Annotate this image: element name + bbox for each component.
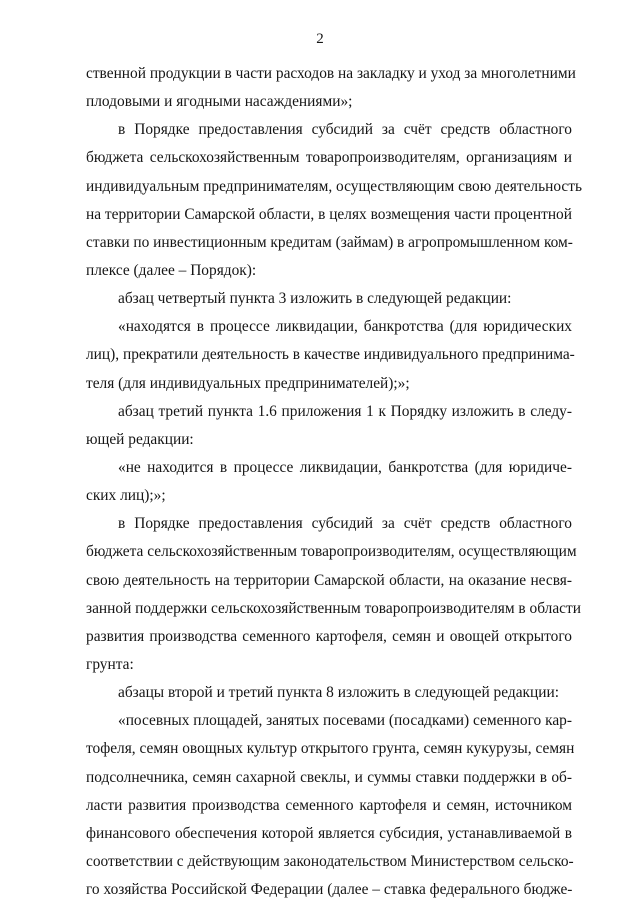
text-line: ласти развития производства семенного картофеля и семян, источником <box>86 796 572 814</box>
text-line: финансового обеспечения которой является субсидия, устанавливаемой в <box>86 824 572 842</box>
text-line: ственной продукции в части расходов на закладку и уход за многолетними <box>86 65 576 82</box>
text-line: «находятся в процессе ликвидации, банкротства (для юридических <box>118 318 572 336</box>
body-text <box>86 60 582 904</box>
text-line: ских лиц);»; <box>86 487 166 505</box>
text-line: бюджета сельскохозяйственным товаропроизводителям, организациям и <box>86 149 572 167</box>
text-line: свою деятельность на территории Самарской области, на оказание несвя- <box>86 571 572 589</box>
text-line: тофеля, семян овощных культур открытого грунта, семян кукурузы, семян <box>86 740 575 758</box>
text-line: «посевных площадей, занятых посевами (посадками) семенного кар- <box>118 712 572 730</box>
text-line: плодовыми и ягодными насаждениями»; <box>86 93 353 111</box>
text-line: бюджета сельскохозяйственным товаропроизводителям, осуществляющим <box>86 543 577 561</box>
text-line: го хозяйства Российской Федерации (далее – ставка федерального бюдже- <box>86 881 573 899</box>
text-line: «не находится в процессе ликвидации, банкротства (для юридиче- <box>118 458 572 476</box>
text-line: плексе (далее – Порядок): <box>86 261 257 279</box>
text-line: индивидуальным предпринимателям, осуществляющим свою деятельность <box>86 177 582 195</box>
text-line: грунта: <box>86 655 134 673</box>
text-line: абзац четвертый пункта 3 изложить в следующей редакции: <box>118 290 512 308</box>
text-line: на территории Самарской области, в целях возмещения части процентной <box>86 205 572 223</box>
text-line: теля (для индивидуальных предпринимателей);»; <box>86 374 410 392</box>
text-line: в Порядке предоставления субсидий за счёт средств областного <box>118 515 572 533</box>
text-line: ющей редакции: <box>86 430 194 448</box>
text-line: абзацы второй и третий пункта 8 изложить в следующей редакции: <box>118 684 559 702</box>
text-line: ставки по инвестиционным кредитам (займам) в агропромышленном ком- <box>86 233 573 251</box>
page-number: 2 <box>316 31 324 47</box>
text-line: соответствии с действующим законодательством Министерством сельско- <box>86 852 574 870</box>
text-line: развития производства семенного картофеля, семян и овощей открытого <box>86 627 572 645</box>
text-line: абзац третий пункта 1.6 приложения 1 к Порядку изложить в следу- <box>118 402 572 420</box>
text-line: занной поддержки сельскохозяйственным товаропроизводителям в области <box>86 599 581 617</box>
text-line: подсолнечника, семян сахарной свеклы, и суммы ставки поддержки в об- <box>86 768 572 786</box>
text-line: лиц), прекратили деятельность в качестве индивидуального предпринима- <box>86 346 575 364</box>
text-line: в Порядке предоставления субсидий за счёт средств областного <box>118 121 572 139</box>
